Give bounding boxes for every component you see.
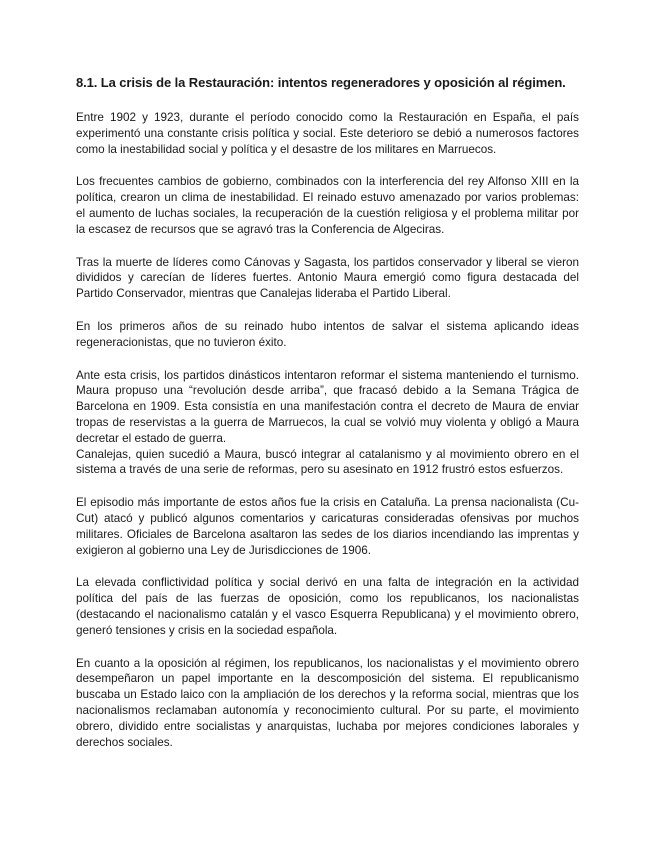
paragraph-catalonia-crisis: El episodio más importante de estos años fue la crisis en Cataluña. La prensa nacionalista (Cu-Cut) atacó y publicó algunos comentarios y caricaturas consideradas ofensivas por muchos militares. Oficiales de Barcelona asaltaron las sedes de los diarios incendiando las imprentas y exigieron al gobierno una Ley de Jurisdicciones de 1906. bbox=[76, 496, 579, 557]
paragraph-government-changes: Los frecuentes cambios de gobierno, combinados con la interferencia del rey Alfonso XIII en la política, crearon un clima de inestabilidad. El reinado estuvo amenazado por varios problemas: el aumento de luchas sociales, la recuperación de la cuestión religiosa y el problema militar por la escasez de recursos que se agravó tras la Conferencia de Algeciras. bbox=[76, 175, 579, 236]
paragraph-canalejas: Canalejas, quien sucedió a Maura, buscó integrar al catalanismo y al movimiento obrero en el sistema a través de una serie de reformas, pero su asesinato en 1912 frustró estos esfuerzos. bbox=[76, 447, 579, 477]
paragraph-opposition-forces: La elevada conflictividad política y social derivó en una falta de integración en la actividad política del país de las fuerzas de oposición, como los republicanos, los nacionalistas (destacando el nacionalismo catalán y el vasco Esquerra Republicana) y el movimiento obrero, generó tensiones y crisis en la sociedad española. bbox=[76, 576, 579, 637]
document-page bbox=[76, 74, 579, 767]
paragraph-intro: Entre 1902 y 1923, durante el período conocido como la Restauración en España, el país experimentó una constante crisis política y social. Este deterioro se debió a numerosos factores como la inestabilidad social y política y el desastre de los militares en Marruecos. bbox=[76, 111, 579, 156]
paragraph-maura-reform: Ante esta crisis, los partidos dinásticos intentaron reformar el sistema manteniendo el turnismo. Maura propuso una “revolución desde arriba”, que fracasó debido a la Semana Trágica de Barcelona en 1909. Esta consistía en una manifestación contra el decreto de Maura de enviar tropas de reservistas a la guerra de Marruecos, la cual se volvió muy violenta y obligó a Maura decretar el estado de guerra. bbox=[76, 368, 579, 445]
paragraph-regime-opposition: En cuanto a la oposición al régimen, los republicanos, los nacionalistas y el movimiento obrero desempeñaron un papel importante en la descomposición del sistema. El republicanismo buscaba un Estado laico con la ampliación de los derechos y la reforma social, mientras que los nacionalismos reclamaban autonomía y reconocimiento cultural. Por su parte, el movimiento obrero, dividido entre socialistas y anarquistas, luchaba por mejores condiciones laborales y derechos sociales. bbox=[76, 656, 579, 749]
section-title: 8.1. La crisis de la Restauración: intentos regeneradores y oposición al régimen. bbox=[76, 75, 566, 90]
paragraph-party-leaders: Tras la muerte de líderes como Cánovas y Sagasta, los partidos conservador y liberal se vieron divididos y carecían de líderes fuertes. Antonio Maura emergió como figura destacada del Partido Conservador, mientras que Canalejas lideraba el Partido Liberal. bbox=[76, 255, 579, 301]
paragraph-regeneration-attempts: En los primeros años de su reinado hubo intentos de salvar el sistema aplicando ideas regeneracionistas, que no tuvieron éxito. bbox=[76, 319, 579, 349]
